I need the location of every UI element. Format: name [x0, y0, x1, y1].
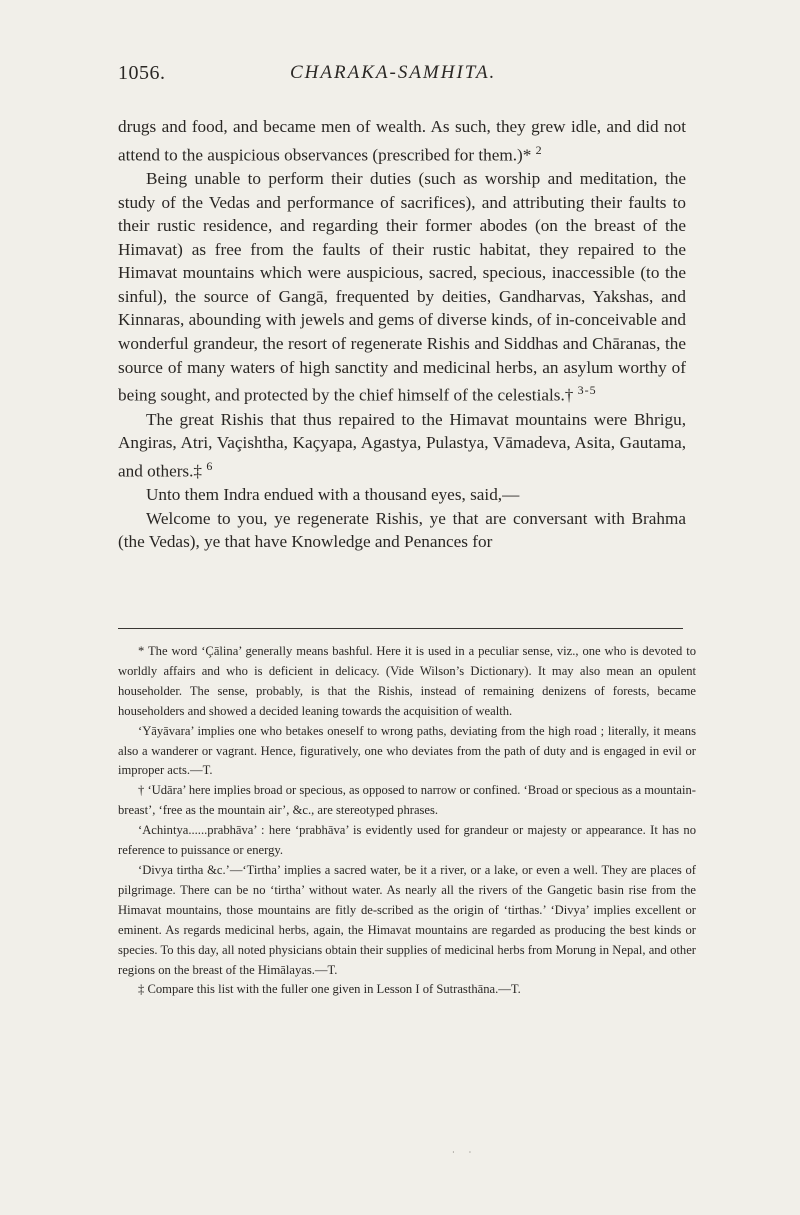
- paragraph: Being unable to perform their duties (such as worship and meditation, the study of the Vedas and performance of sacrifices), and attributing their faults to their rustic residence, and regarding their former abodes (on the breast of the Himavat) as free from the faults of their rustic habitat, they repaired to the Himavat mountains which were auspicious, sacred, specious, inaccessible (to the sinful), the source of Gangā, frequented by deities, Gandharvas, Yakshas, and Kinnaras, abounding with jewels and gems of diverse kinds, of in-conceivable and wonderful grandeur, the resort of regenerate Rishis and Siddhas and Chāranas, the source of many waters of high sanctity and medicinal herbs, an asylum worthy of being sought, and protected by the chief himself of the celestials.† $^{3-5}$: [118, 168, 686, 405]
- verse-number: 3-5: [577, 383, 597, 398]
- paper-specks: · ·: [452, 1148, 478, 1157]
- verse-number: 2: [535, 142, 543, 157]
- footnote-divider: [118, 628, 683, 629]
- paragraph: Unto them Indra endued with a thousand eyes, said,—: [146, 485, 520, 505]
- paragraph: Welcome to you, ye regenerate Rishis, ye that are conversant with Brahma (the Vedas), ye that have Knowledge and Penances for: [118, 508, 686, 552]
- footnote: * The word ‘Çālina’ generally means bashful. Here it is used in a peculiar sense, viz., one who is devoted to worldly affairs and who is deficient in delicacy. (Vide Wilson’s Dictionary). It may also mean an opulent householder. The sense, probably, is that the Rishis, instead of remaining denizens of forests, became householders and showed a decided leaning towards the acquisition of wealth.: [118, 644, 696, 718]
- paragraph: drugs and food, and became men of wealth. As such, they grew idle, and did not attend to the auspicious observances (prescribed for them.)* $^2$: [118, 117, 686, 165]
- page-header: [118, 62, 698, 92]
- footnotes: [118, 642, 696, 1000]
- footnote: ‘Divya tirtha &c.’—‘Tirtha’ implies a sacred water, be it a river, or a lake, or even a well. They are places of pilgrimage. There can be no ‘tirtha’ without water. As nearly all the rivers of the Gangetic basin rise from the Himavat mountains, those mountains are fitly de-scribed as the origin of ‘tirthas.’ ‘Divya’ implies excellent or eminent. As regards medicinal herbs, again, the Himavat mountains are regarded as producing the best kinds or species. To this day, all noted physicians obtain their supplies of medicinal herbs from Morung in Nepal, and other regions on the breast of the Himālayas.—T.: [118, 862, 696, 977]
- verse-number: 6: [206, 458, 214, 473]
- main-text: [118, 115, 686, 554]
- footnote: ‡ Compare this list with the fuller one given in Lesson I of Sutrasthāna.—T.: [138, 982, 521, 997]
- running-title: CHARAKA-SAMHITA.: [290, 62, 497, 83]
- footnote: ‘Yāyāvara’ implies one who betakes oneself to wrong paths, deviating from the high road ; literally, it means also a wanderer or vagrant. Hence, figuratively, one who deviates from the path of duty and is engaged in evil or improper acts.—T.: [118, 723, 696, 778]
- paragraph: The great Rishis that thus repaired to the Himavat mountains were Bhrigu, Angiras, Atri, Vaçishtha, Kaçyapa, Agastya, Pulastya, Vāmadeva, Asita, Gautama, and others.‡ $^6$: [118, 409, 686, 481]
- footnote: ‘Achintya......prabhāva’ : here ‘prabhāva’ is evidently used for grandeur or majesty or appearance. It has no reference to puissance or energy.: [118, 823, 696, 858]
- footnote: † ‘Udāra’ here implies broad or specious, as opposed to narrow or confined. ‘Broad or specious as a mountain-breast’, ‘free as the mountain air’, &c., are stereotyped phrases.: [118, 783, 696, 818]
- page-number: 1056.: [118, 62, 166, 84]
